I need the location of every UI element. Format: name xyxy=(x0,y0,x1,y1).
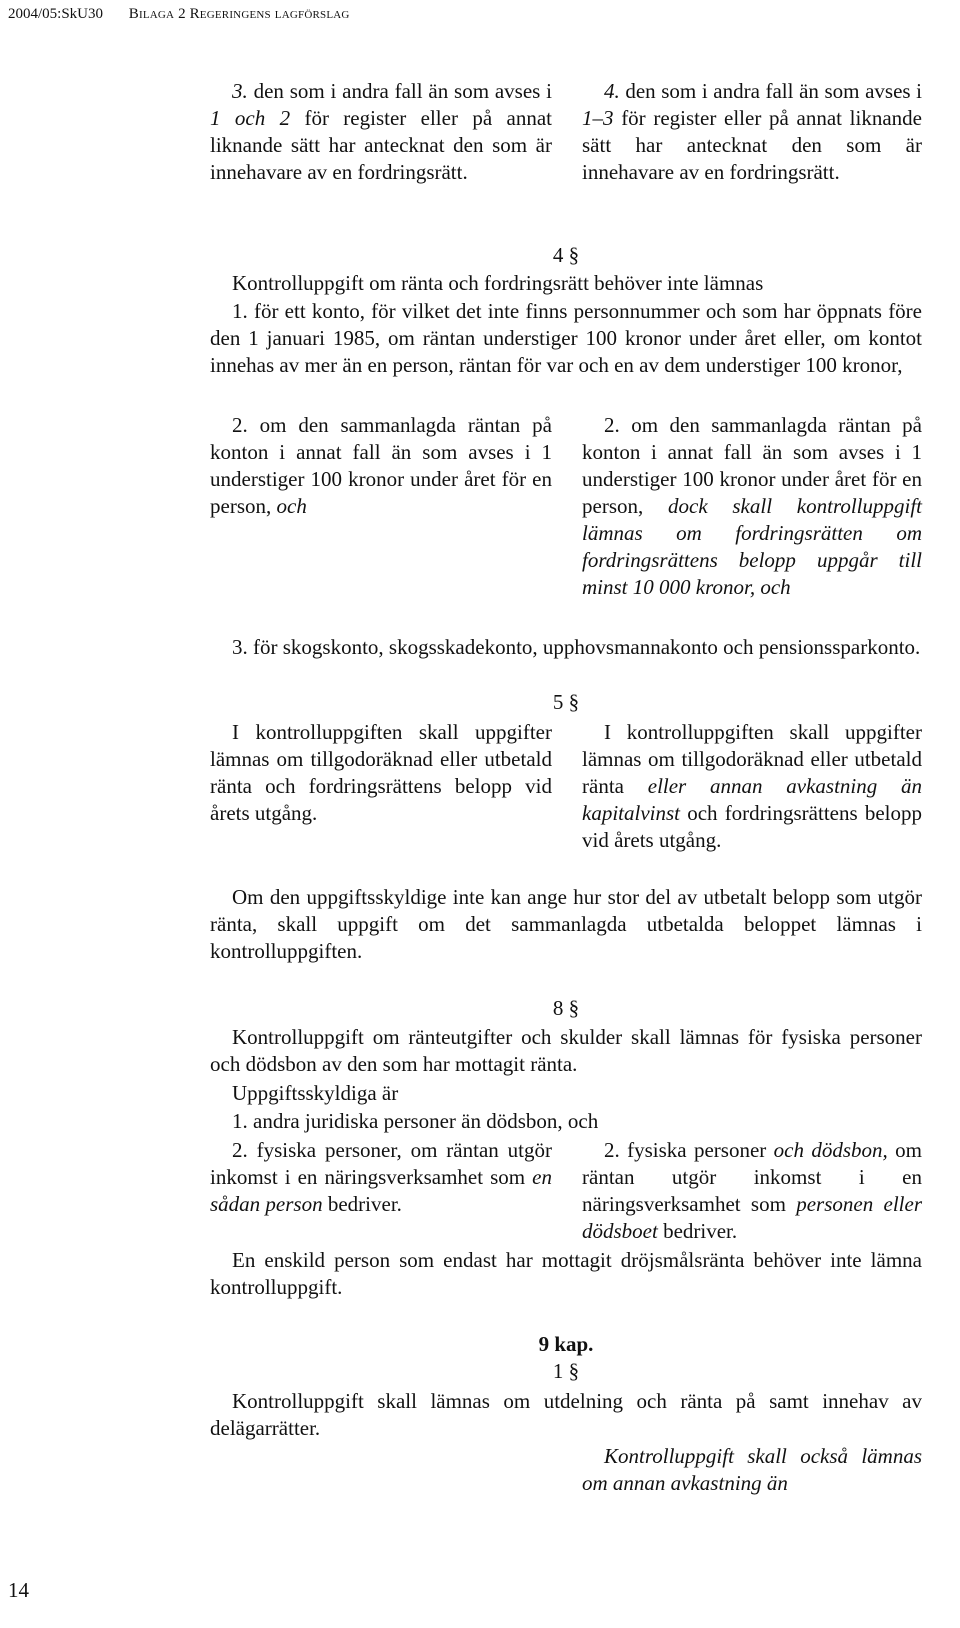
section-4-item-3: 3. för skogskonto, skogsskadekonto, upphovsmannakonto och pensionssparkonto. xyxy=(232,635,921,659)
italic-text: dock skall kontrolluppgift lämnas om fordringsrätten om fordringsrättens belopp uppgår till minst 10 000 kronor, och xyxy=(582,494,923,599)
chapter-9-title xyxy=(210,1331,922,1358)
chapter-9-paragraph-1: Kontrolluppgift skall lämnas om utdelning och ränta på samt innehav av delägarrätter. xyxy=(210,1389,922,1440)
section-8-item-2-right xyxy=(582,1137,922,1245)
italic-text: och dödsbon, xyxy=(773,1138,888,1162)
section-5-left: I kontrolluppgiften skall uppgifter lämnas om tillgodoräknad eller utbetald ränta och fordringsrättens belopp vid årets utgång. xyxy=(210,720,552,825)
chapter-title: 9 kap. xyxy=(538,1332,594,1356)
item-number: 4. xyxy=(604,79,620,103)
section-8-paragraph-1: Kontrolluppgift om ränteutgifter och skulder skall lämnas för fysiska personer och dödsbon av den som har mottagit ränta. xyxy=(210,1025,922,1076)
section-5-heading: 5 § xyxy=(552,690,580,714)
section-8-paragraph-2: Uppgiftsskyldiga är xyxy=(232,1081,399,1105)
chapter-9-right-italic xyxy=(582,1443,922,1497)
section-4-title: Kontrolluppgift om ränta och fordringsrätt behöver inte lämnas xyxy=(232,271,764,295)
section-5-right xyxy=(582,719,922,854)
section-8-item-2-left xyxy=(210,1137,552,1218)
section-8-item-1: 1. andra juridiska personer än dödsbon, och xyxy=(232,1109,599,1133)
section-8-heading: 8 § xyxy=(552,996,580,1020)
italic-ref: 1–3 xyxy=(582,106,614,130)
text: 2. fysiska personer xyxy=(604,1138,767,1162)
page-header xyxy=(8,6,350,23)
appendix-label: Bilaga 2 xyxy=(128,6,186,22)
text: I kontrolluppgiften skall uppgifter lämnas om tillgodoräknad eller utbetald ränta xyxy=(582,720,922,798)
italic-text: eller annan avkastning än kapitalvinst xyxy=(582,774,923,825)
section-5-paragraph-2: Om den uppgiftsskyldige inte kan ange hur stor del av utbetalt belopp som utgör ränta, skall uppgift om det sammanlagda utbetalda beloppet lämnas i kontrolluppgiften. xyxy=(210,885,922,963)
text: den som i andra fall än som avses i xyxy=(247,79,552,103)
italic-ref: 1 och 2 xyxy=(210,106,291,130)
page-number: 14 xyxy=(8,1578,29,1602)
text: 2. om den sammanlagda räntan på konton i annat fall än som avses i 1 understiger 100 kronor under året för en person, xyxy=(210,413,552,518)
text: för register eller på annat liknande sätt har antecknat den som är innehavare av en fordringsrätt. xyxy=(582,106,922,184)
text: bedriver. xyxy=(663,1219,738,1243)
document-reference: 2004/05:SkU30 xyxy=(8,6,104,22)
text: 2. om den sammanlagda räntan på konton i annat fall än som avses i 1 understiger 100 kronor under året för en person, xyxy=(582,413,922,518)
section-8-paragraph-3: En enskild person som endast har mottagit dröjsmålsränta behöver inte lämna kontrolluppgift. xyxy=(210,1248,922,1299)
section-4-item-2-right xyxy=(582,412,922,601)
italic-text: Kontrolluppgift skall också lämnas om annan avkastning än xyxy=(582,1444,922,1495)
text: för register eller på annat liknande sätt har antecknat den som är innehavare av en fordringsrätt. xyxy=(210,106,552,184)
header-title: Regeringens lagförslag xyxy=(189,6,350,22)
block1-left-column xyxy=(210,78,552,186)
italic-text: en sådan person xyxy=(210,1165,552,1216)
block1-right-column xyxy=(582,78,922,186)
section-4-item-1: 1. för ett konto, för vilket det inte finns personnummer och som har öppnats före den 1 januari 1985, om räntan understiger 100 kronor under året eller, om kontot innehas av mer än en person, räntan för var och en av dem understiger 100 kronor, xyxy=(210,299,922,377)
text: om räntan utgör inkomst i en näringsverksamhet som xyxy=(582,1138,923,1216)
chapter-9-section-1-heading: 1 § xyxy=(552,1359,580,1383)
text: den som i andra fall än som avses i xyxy=(619,79,922,103)
italic-text: och xyxy=(276,494,307,518)
section-4-item-2-left xyxy=(210,412,552,520)
text: och fordringsrättens belopp vid årets utgång. xyxy=(582,801,922,852)
text: bedriver. xyxy=(327,1192,402,1216)
item-number: 3. xyxy=(232,79,248,103)
italic-text: personen eller dödsboet xyxy=(582,1192,922,1243)
section-4-heading: 4 § xyxy=(552,243,580,267)
text: 2. fysiska personer, om räntan utgör inkomst i en näringsverksamhet som xyxy=(210,1138,552,1189)
